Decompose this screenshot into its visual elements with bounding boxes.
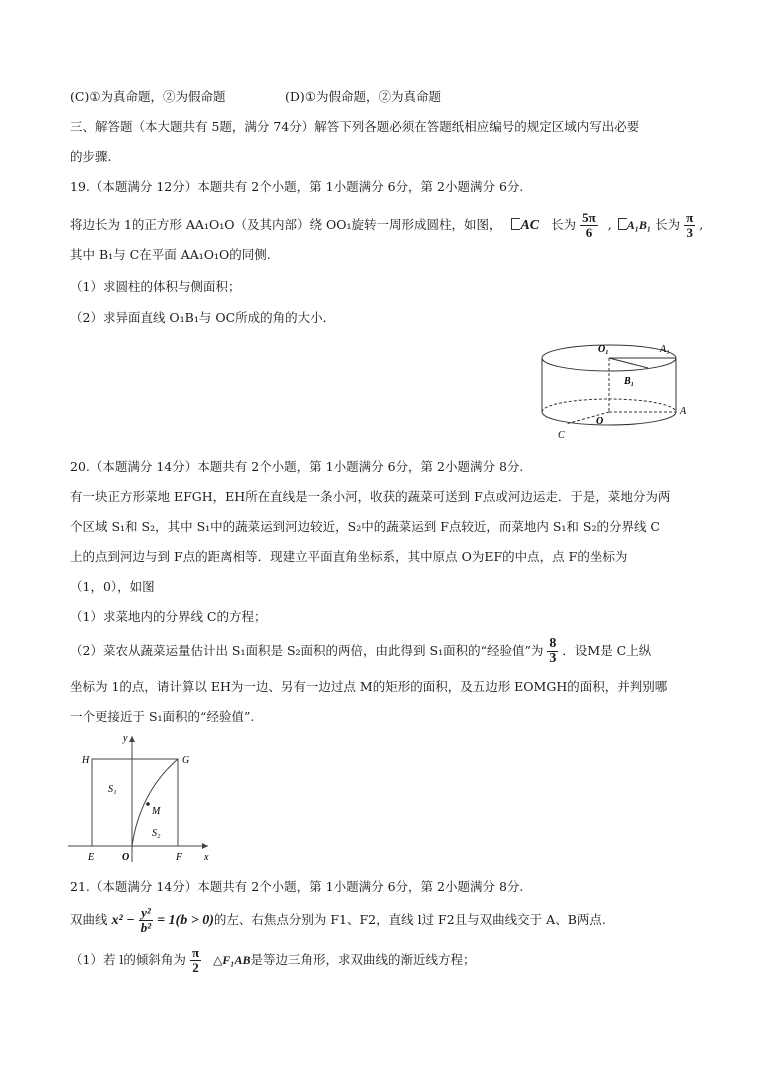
q19-part1: （1）求圆柱的体积与侧面积；: [70, 279, 241, 294]
label-a: A: [680, 406, 687, 417]
label-e: E: [88, 852, 95, 863]
label-c: C: [558, 430, 565, 441]
q19-arc-a1b1-length: [684, 211, 695, 240]
q20-p1: 有一块正方形菜地 EFGH，EH所在直线是一条小河，收获的蔬菜可送到 F点或河边运走．于是，菜地分为两: [70, 489, 671, 504]
q21-eq-frac: [139, 906, 153, 935]
q20-part2-end: 一个更接近于 S₁面积的“经验值”.: [70, 709, 255, 724]
frac-num: π: [686, 210, 694, 225]
q20-part1: （1）求菜地内的分界线 C的方程；: [70, 609, 267, 624]
q21-eq-x: x² −: [111, 913, 135, 928]
frac-num: y²: [139, 906, 153, 921]
q20-p2: 个区域 S₁和 S₂，其中 S₁中的蔬菜运到河边较近，S₂中的蔬菜运到 F点较近，而菜地内 S₁和 S₂的分界线 C: [70, 519, 660, 534]
q19-stem-b: 其中 B₁与 C在平面 AA₁O₁O的同侧.: [70, 247, 271, 262]
frac-den: 2: [192, 960, 199, 975]
option-d: (D)①为假命题，②为真命题: [285, 89, 441, 104]
q19-len-label-2: 长为: [655, 217, 681, 232]
q21-stem-post: 的左、右焦点分别为 F1、F2，直线 l过 F2且与双曲线交于 A、B两点.: [213, 912, 606, 927]
q20-p3: 上的点到河边与到 F点的距离相等．现建立平面直角坐标系，其中原点 O为EF的中点，点 F的坐标为: [70, 549, 628, 564]
q21-angle: [190, 946, 201, 975]
q19-stem: 将边长为 1的正方形 AA₁O₁O（及其内部）绕 OO₁旋转一周形成圆柱，如图， AC 长为 $\frac{5\pi}{6}$ , A₁B₁ 长为 $\frac{\pi}{3}$ ,: [70, 210, 704, 240]
q21-stem: [70, 904, 606, 937]
cylinder-figure: [530, 338, 690, 444]
option-c: (C)①为真命题，②为假命题: [70, 89, 226, 104]
q21-part1: [70, 944, 476, 976]
q19-len-label: 长为: [551, 217, 577, 232]
q20-part2: [70, 636, 651, 666]
q21-part1-post: 是等边三角形，求双曲线的渐近线方程；: [250, 952, 476, 967]
label-o: O: [596, 416, 604, 427]
label-g: G: [182, 755, 190, 766]
label-y: y: [123, 733, 128, 744]
frac-den: 6: [585, 225, 593, 240]
q21-triangle: △F₁AB: [213, 953, 251, 967]
section-heading: 三、解答题（本大题共有 5题，满分 74分）解答下列各题必须在答题纸相应编号的规定区域内写出必要: [70, 119, 640, 134]
label-h: H: [82, 755, 90, 766]
q19-arc-ac: AC: [520, 218, 540, 233]
q19-arc-ac-length: [580, 211, 598, 240]
label-m: M: [152, 806, 161, 817]
label-f: F: [176, 852, 183, 863]
q19-header: 19.（本题满分 12分）本题共有 2个小题，第 1小题满分 6分，第 2小题满分 6分.: [70, 179, 524, 194]
frac-den: 3: [686, 225, 693, 240]
q19-part2: （2）求异面直线 O₁B₁与 OC所成的角的大小．: [70, 310, 336, 325]
label-x: x: [204, 852, 209, 863]
q21-part1-pre: （1）若 l的倾斜角为: [70, 952, 186, 967]
q21-header: 21.（本题满分 14分）本题共有 2个小题，第 1小题满分 6分，第 2小题满分 8分.: [70, 879, 524, 894]
arc-icon: [618, 218, 627, 230]
q20-part2-tail: ．设M是 C上纵: [562, 643, 652, 658]
q19-arc-a1b1: A₁B₁: [626, 218, 652, 232]
frac-num: 8: [549, 636, 557, 651]
frac-num: π: [191, 945, 200, 960]
frac-den: b²: [140, 920, 152, 935]
frac-den: 3: [549, 651, 557, 666]
label-o: O: [122, 852, 130, 863]
q20-part2-text: （2）菜农从蔬菜运量估计出 S₁面积是 S₂面积的两倍，由此得到 S₁面积的“经验值”为: [70, 643, 544, 658]
q20-part2-cont: 坐标为 1的点，请计算以 EH为一边、另有一边过点 M的矩形的面积，及五边形 EOMGH的面积，并判别哪: [70, 679, 668, 694]
q21-stem-pre: 双曲线: [70, 912, 108, 927]
label-s2: S₂: [152, 828, 161, 839]
q20-experience-value: [547, 637, 558, 666]
q19-stem-text: 将边长为 1的正方形 AA₁O₁O（及其内部）绕 OO₁旋转一周形成圆柱，如图，: [70, 217, 502, 232]
q20-p4: （1，0），如图: [70, 579, 155, 594]
label-o1: O₁: [598, 344, 609, 355]
section-heading-cont: 的步骤.: [70, 149, 112, 164]
q20-header: 20.（本题满分 14分）本题共有 2个小题，第 1小题满分 6分，第 2小题满分 8分.: [70, 459, 524, 474]
q21-eq-post: = 1(b > 0): [157, 913, 214, 928]
frac-num: 5π: [582, 210, 596, 225]
label-s1: S₁: [108, 784, 117, 795]
plot-figure: [68, 732, 218, 866]
label-b1: B₁: [624, 376, 635, 387]
label-a1: A₁: [660, 344, 670, 355]
